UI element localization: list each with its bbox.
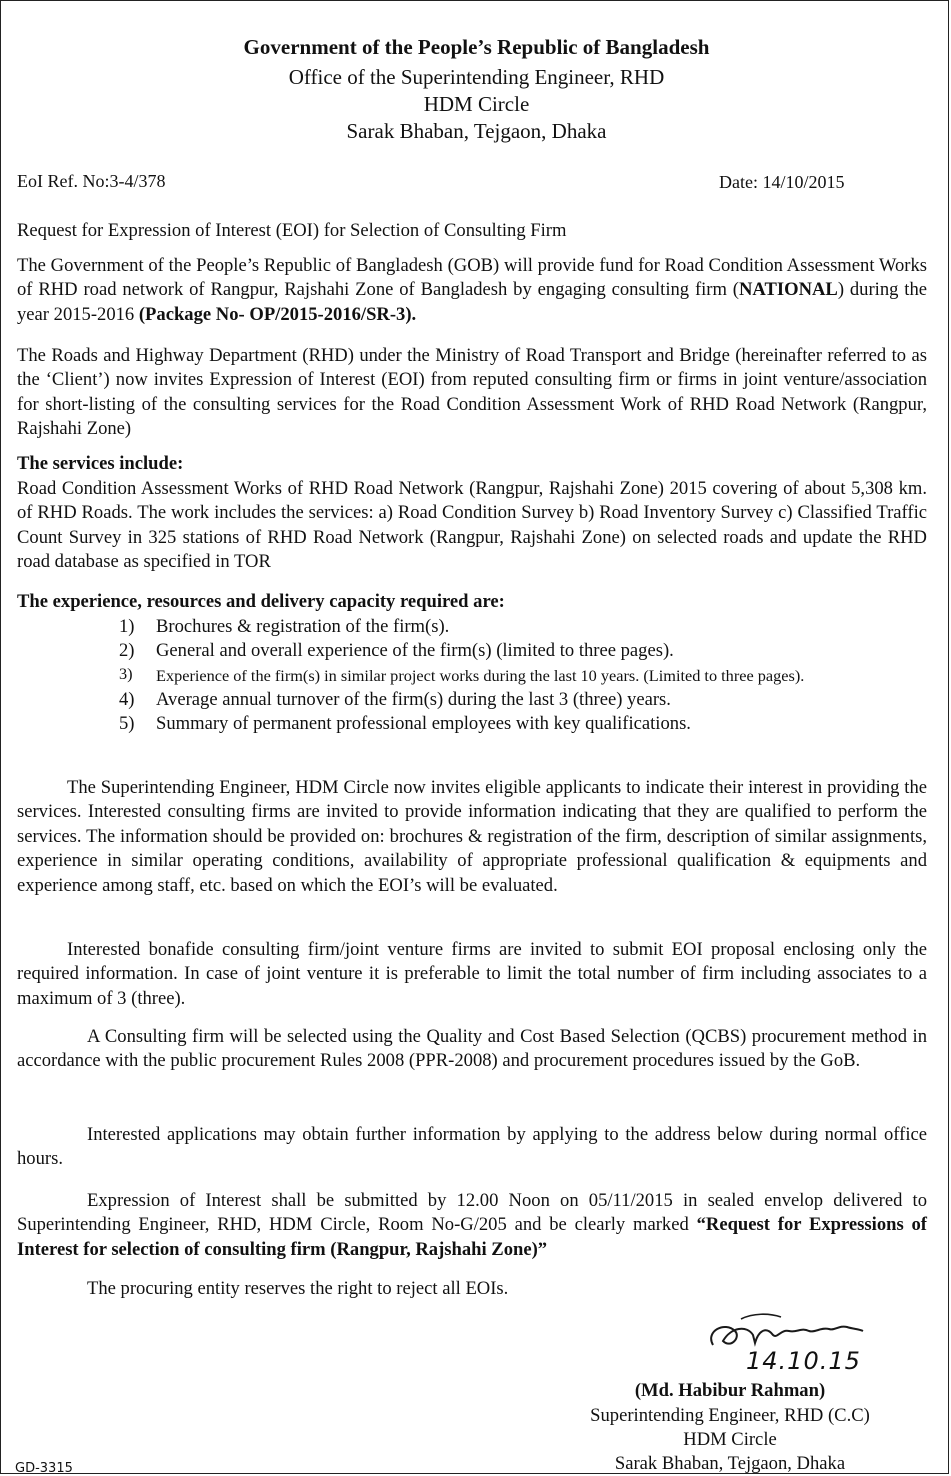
header-address: Sarak Bhaban, Tejgaon, Dhaka — [346, 119, 607, 143]
document-date: Date: 14/10/2015 — [719, 172, 845, 192]
signer-circle: HDM Circle — [683, 1429, 777, 1450]
subject-line: Request for Expression of Interest (EOI) for Selection of Consulting Firm — [17, 220, 567, 241]
header-office: Office of the Superintending Engineer, RHD — [288, 65, 665, 89]
services-description: Road Condition Assessment Works of RHD Road Network (Rangpur, Rajshahi Zone) 2015 covering of about 5,308 km. of RHD Roads. The work includes the services: a) Road Condition Survey b) Road Inventory Survey c) Classified Traffic Count Survey in 325 stations of RHD Road Network (Rangpur, Rajshahi Zone) on selected roads and update the RHD road database as specified in TOR — [17, 478, 927, 573]
header-government: Government of the People’s Republic of Bangladesh — [243, 35, 710, 59]
signature-flourish — [741, 1314, 781, 1319]
signature-stroke — [711, 1327, 863, 1345]
list-item: 1) Brochures & registration of the firm(s). — [119, 616, 450, 637]
signer-address: Sarak Bhaban, Tejgaon, Dhaka — [614, 1453, 846, 1474]
paragraph-invitation: The Superintending Engineer, HDM Circle now invites eligible applicants to indicate their interest in providing the services. Interested consulting firms are invited to provide information indicating that they are qualified to perform the services. The information should be provided on: brochures & registration of the firm, description of similar assignments, experience in similar operating conditions, availability of appropriate professional qualification & equipments and experience among staff, etc. based on which the EOI’s will be evaluated. — [17, 777, 927, 896]
signer-title: Superintending Engineer, RHD (C.C) — [590, 1405, 870, 1426]
handwritten-date: 14.10.15 — [746, 1347, 861, 1375]
list-item: 3) Experience of the firm(s) in similar project works during the last 10 years. (Limited to three pages). — [119, 663, 805, 685]
list-item: 5) Summary of permanent professional employees with key qualifications. — [119, 713, 691, 735]
paragraph-reservation: The procuring entity reserves the right to reject all EOIs. — [87, 1278, 509, 1299]
requirements-list — [111, 615, 927, 737]
paragraph-joint-venture: Interested bonafide consulting firm/joint venture firms are invited to submit EOI proposal enclosing only the required information. In case of joint venture it is preferable to limit the total number of firm including associates to a maximum of 3 (three). — [17, 939, 927, 1009]
paragraph-funding: The Government of the People’s Republic of Bangladesh (GOB) will provide fund for Road Condition Assessment Works of RHD road network of Rangpur, Rajshahi Zone of Bangladesh by engaging consulting firm (NATIONAL) during the year 2015-2016 (Package No- OP/2015-2016/SR-3). — [17, 255, 927, 325]
list-item: 2) General and overall experience of the firm(s) (limited to three pages). — [119, 640, 674, 662]
paragraph-submission: Expression of Interest shall be submitted by 12.00 Noon on 05/11/2015 in sealed envelop delivered to Superintending Engineer, RHD, HDM Circle, Room No-G/205 and be clearly marked “Request for Expressions of Interest for selection of consulting firm (Rangpur, Rajshahi Zone)” — [17, 1190, 927, 1260]
paragraph-client-invitation: The Roads and Highway Department (RHD) under the Ministry of Road Transport and Bridge (hereinafter referred to as the ‘Client’) now invites Expression of Interest (EOI) from reputed consulting firm or firms in joint venture/association for short-listing of the consulting services for the Road Condition Assessment Work of RHD Road Network (Rangpur, Rajshahi Zone) — [17, 345, 927, 440]
signer-name: (Md. Habibur Rahman) — [634, 1380, 826, 1401]
list-item: 4) Average annual turnover of the firm(s) during the last 3 (three) years. — [119, 688, 671, 710]
header-circle: HDM Circle — [423, 92, 530, 116]
footer-code: GD-3315 — [15, 1461, 73, 1476]
services-heading: The services include: — [17, 453, 184, 474]
experience-heading: The experience, resources and delivery capacity required are: — [17, 591, 505, 612]
paragraph-selection-method: A Consulting firm will be selected using the Quality and Cost Based Selection (QCBS) procurement method in accordance with the public procurement Rules 2008 (PPR-2008) and procurement procedures issued by the GoB. — [17, 1026, 927, 1072]
reference-number: EoI Ref. No:3-4/378 — [17, 171, 166, 191]
paragraph-further-information: Interested applications may obtain further information by applying to the address below during normal office hours. — [17, 1124, 927, 1170]
